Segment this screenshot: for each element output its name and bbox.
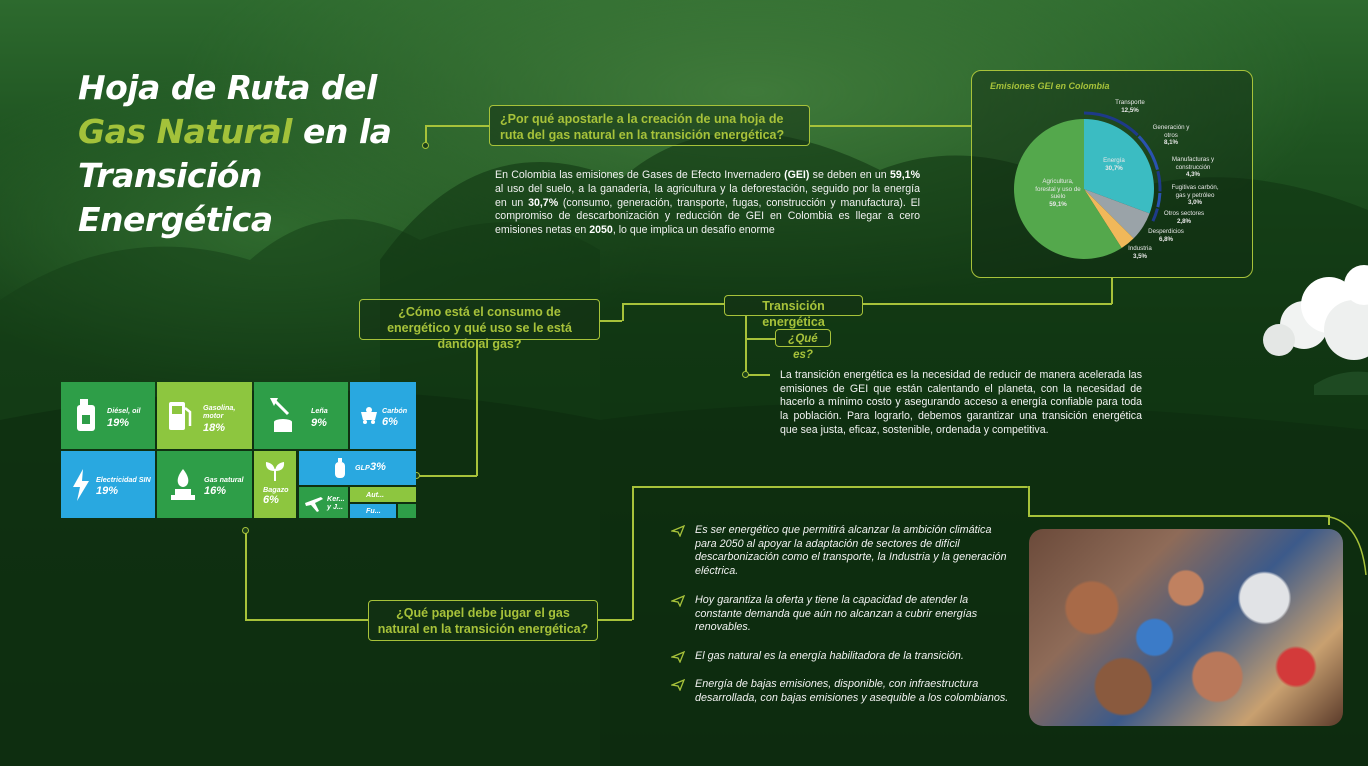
tile-gas-natural-name: Gas natural <box>204 475 244 484</box>
tile-aut-name: Aut... <box>366 490 384 499</box>
transition-callout <box>724 295 863 329</box>
intro-bold-3: 30,7% <box>528 196 559 209</box>
label-energia <box>1096 157 1132 172</box>
label-transporte-name: Transporte <box>1115 99 1145 106</box>
consumption-callout-text: ¿Cómo está el consumo de energético y qué uso se le está dando al gas? <box>387 305 572 351</box>
label-generacion <box>1150 124 1192 147</box>
label-manufacturas-name: Manufacturas y construcción <box>1171 156 1215 171</box>
page-title <box>78 66 458 242</box>
bullet-4 <box>671 678 1016 705</box>
label-desperdicios-value: 6,8% <box>1158 235 1174 243</box>
tile-kerosene <box>299 487 348 518</box>
label-fugitivas <box>1168 184 1222 207</box>
intro-text-1: En Colombia las emisiones de Gases de Efecto Invernadero <box>495 169 785 181</box>
tile-electricidad <box>61 451 155 518</box>
axe-log-icon <box>268 396 298 434</box>
label-energia-value: 30,7% <box>1105 164 1123 172</box>
label-transporte-value: 12,5% <box>1121 106 1139 114</box>
tile-bagazo-value: 6% <box>263 494 279 506</box>
bullet-1-text: Es ser energético que permitirá alcanzar la ambición climática para 2050 al apoyar la adaptación de sectores de difícil descarbonización como el transporte, la Industria y la generación eléctrica. <box>695 524 1007 577</box>
tile-gas-natural-value: 16% <box>204 485 227 497</box>
send-arrow-icon <box>671 651 685 663</box>
label-agricultura <box>1032 178 1084 208</box>
intro-text-3: al uso del suelo, a la ganadería, la agricultura y la deforestación, seguido por la energía en un <box>495 182 920 209</box>
tile-glp-name: GLP <box>355 463 370 472</box>
title-line-1: Hoja de Ruta del <box>78 68 377 107</box>
energy-band-2 <box>1158 171 1160 191</box>
tile-bagazo-name: Bagazo <box>263 485 289 494</box>
role-callout-text: ¿Qué papel debe jugar el gas natural en la transición energética? <box>377 606 589 636</box>
label-otros-name: Otros sectores <box>1163 210 1205 217</box>
tile-diesel-name: Diésel, oil <box>107 406 141 415</box>
title-line-2 <box>78 110 458 154</box>
intro-paragraph <box>495 169 920 238</box>
send-arrow-icon <box>671 595 685 607</box>
label-industria <box>1124 245 1156 260</box>
intro-text-2: se deben en un <box>809 169 890 181</box>
tile-lena <box>254 382 348 449</box>
tile-diesel-value: 19% <box>107 417 130 429</box>
label-industria-name: Industria <box>1128 245 1152 252</box>
label-generacion-name: Generación y otros <box>1152 124 1190 139</box>
tile-gas-natural <box>157 451 252 518</box>
transition-paragraph: La transición energética es la necesidad de reducir de manera acelerada las emisiones de GEI que están calentando el planeta, con la necesidad de hacerlo a mínimo costo y asegurando acceso a energía confiable para toda la población. Para lograrlo, debemos garantizar una transición energética que sea justa, eficaz, sostenible, ordenada y competitiva. <box>780 369 1142 436</box>
send-arrow-icon <box>671 525 685 537</box>
label-generacion-value: 8,1% <box>1163 139 1179 146</box>
why-callout <box>489 105 810 146</box>
tile-gasolina-value: 18% <box>203 422 226 434</box>
tile-electricidad-name: Electricidad SIN <box>96 475 151 484</box>
intro-bold-2: 59,1% <box>889 169 920 181</box>
label-manufacturas-value: 4,3% <box>1185 171 1201 178</box>
tile-carbon <box>350 382 416 449</box>
transition-callout-text: Transición energética <box>762 299 825 329</box>
role-callout <box>368 600 598 641</box>
intro-bold-1: (GEI) <box>784 169 810 181</box>
intro-text-5: , lo que implica un desafío enorme <box>612 224 775 237</box>
label-agricultura-value: 59,1% <box>1049 200 1067 208</box>
label-otros-value: 2,8% <box>1176 217 1192 225</box>
bullet-3-text: El gas natural es la energía habilitadora de la transición. <box>695 650 964 662</box>
tile-carbon-value: 6% <box>382 416 398 428</box>
what-is-callout-text: ¿Qué es? <box>788 333 818 361</box>
label-fugitivas-value: 3,0% <box>1187 199 1203 206</box>
bullet-2-text: Hoy garantiza la oferta y tiene la capacidad de atender la constante demanda que aún no alcanzan a cubrir energías renovables. <box>695 594 978 634</box>
consumption-callout <box>359 299 600 351</box>
tile-lena-value: 9% <box>311 417 327 429</box>
label-desperdicios <box>1144 228 1188 243</box>
energy-band-4 <box>1153 209 1158 222</box>
why-callout-text: ¿Por qué apostarle a la creación de una hoja de ruta del gas natural en la transición energética? <box>500 112 785 142</box>
tile-glp <box>299 451 416 485</box>
tile-gasolina <box>157 382 252 449</box>
airplane-icon <box>303 493 323 513</box>
bullet-2 <box>671 594 1016 635</box>
energy-band-3 <box>1158 193 1160 207</box>
label-agricultura-name: Agricultura, forestal y uso de suelo <box>1035 178 1081 200</box>
tile-kerosene-name: Ker... y J... <box>327 494 345 511</box>
label-energia-name: Energía <box>1103 157 1125 164</box>
tile-lena-name: Leña <box>311 406 328 415</box>
coal-cart-icon <box>359 406 379 424</box>
sprout-icon <box>263 459 287 483</box>
tile-bagazo <box>254 451 296 518</box>
label-industria-value: 3,5% <box>1132 252 1148 260</box>
tile-glp-value: 3% <box>370 461 386 473</box>
bullet-1 <box>671 524 1016 578</box>
emissions-chart-panel <box>971 70 1253 278</box>
fuel-can-icon <box>75 397 97 433</box>
label-fugitivas-name: Fugitivas carbón, gas y petróleo <box>1171 184 1219 199</box>
cloud-decoration <box>1244 255 1368 395</box>
fuel-pump-icon <box>167 400 193 432</box>
tile-aut <box>350 487 416 502</box>
label-otros <box>1162 210 1206 225</box>
tile-gasolina-name: Gasolina, motor <box>203 403 236 420</box>
label-manufacturas <box>1168 156 1218 179</box>
tile-carbon-name: Carbón <box>382 406 408 415</box>
tile-electricidad-value: 19% <box>96 485 119 497</box>
what-is-callout <box>775 329 831 361</box>
tile-fu <box>350 504 396 518</box>
gas-cylinder-icon <box>333 457 347 479</box>
title-accent: Gas Natural <box>78 112 292 151</box>
intro-bold-4: 2050 <box>589 224 613 237</box>
title-line-2-rest: en la <box>292 112 392 151</box>
tile-diesel <box>61 382 155 449</box>
bullet-4-text: Energía de bajas emisiones, disponible, con infraestructura desarrollada, con bajas emisiones y asequible a los colombianos. <box>695 678 1009 704</box>
intro-text-4: (consumo, generación, transporte, fugas, construcción y manufactura). El compromiso de descarbonización y reducción de GEI en Colombia es llegar a cero emisiones netas en <box>495 196 920 237</box>
title-line-3: Transición Energética <box>78 156 273 239</box>
tile-other <box>398 504 416 518</box>
tile-fu-name: Fu... <box>366 506 381 515</box>
bullet-3 <box>671 650 1016 664</box>
gas-flame-icon <box>169 467 197 501</box>
label-desperdicios-name: Desperdicios <box>1148 228 1184 235</box>
label-transporte <box>1110 99 1150 114</box>
chart-title: Emisiones GEI en Colombia <box>990 81 1110 91</box>
send-arrow-icon <box>671 679 685 691</box>
community-photo <box>1029 529 1343 726</box>
lightning-icon <box>71 469 91 501</box>
